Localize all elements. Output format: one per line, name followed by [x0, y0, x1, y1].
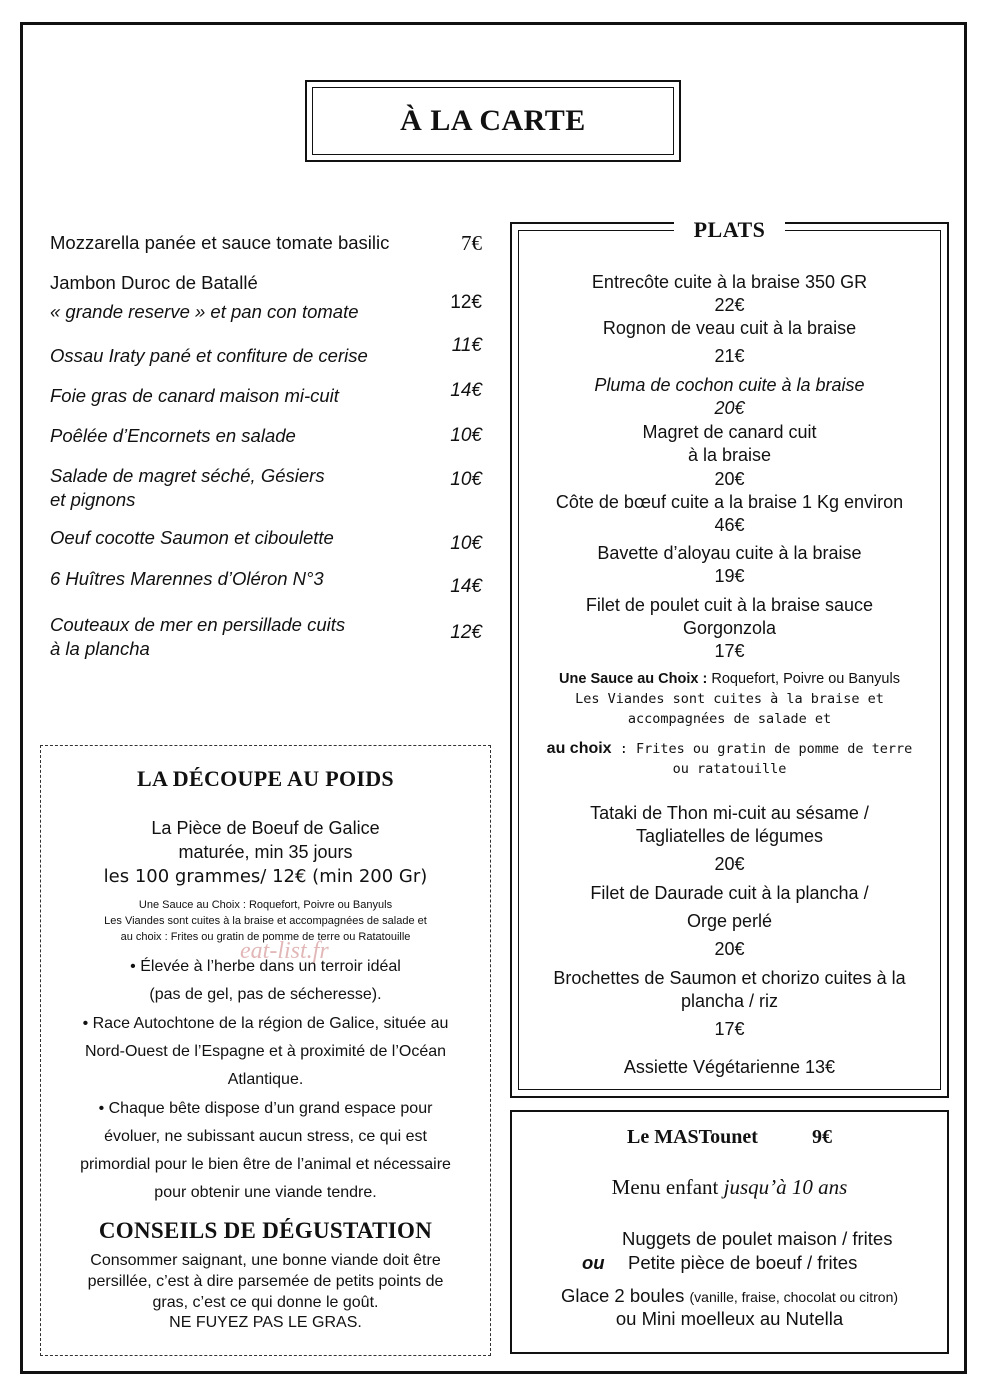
- decoupe-bullet: • Race Autochtone de la région de Galice, située au: [82, 1015, 449, 1032]
- decoupe-heading: LA DÉCOUPE AU POIDS: [137, 766, 394, 791]
- watermark: eat-list.fr: [240, 938, 329, 964]
- menu-enfant: [512, 1176, 947, 1199]
- mastounet-dessert: [512, 1284, 947, 1309]
- plat-line: Tagliatelles de légumes: [635, 826, 824, 846]
- plats-heading: PLATS: [674, 217, 786, 242]
- plat-price: 19€: [714, 566, 745, 586]
- plat-price: 20€: [714, 469, 745, 489]
- choix-note: ou ratatouille: [672, 761, 787, 777]
- entree-name: Ossau Iraty pané et confiture de cerise: [50, 345, 368, 366]
- mastounet-dessert: ou Mini moelleux au Nutella: [615, 1308, 844, 1329]
- mastounet-item: Nuggets de poulet maison / frites: [622, 1228, 893, 1249]
- plats-box: [510, 217, 949, 1098]
- plat-price: 21€: [714, 346, 745, 366]
- mastounet-price: 9€: [812, 1126, 832, 1148]
- plat-line: Tataki de Thon mi-cuit au sésame /: [590, 803, 869, 823]
- conseils-line: persillée, c’est à dire parsemée de petits points de: [87, 1273, 444, 1290]
- plat-line: Rognon de veau cuit à la braise: [602, 318, 857, 338]
- decoupe-bullet: pour obtenir une viande tendre.: [154, 1184, 377, 1201]
- entree-name: Jambon Duroc de Batallé: [50, 272, 258, 293]
- entree-name: Couteaux de mer en persillade cuits: [50, 614, 346, 635]
- choix-label: au choix: [546, 740, 612, 757]
- entree-name-line2: et pignons: [50, 489, 136, 510]
- decoupe-bullet: • Chaque bête dispose d’un grand espace pour: [98, 1100, 433, 1117]
- plat-line: Magret de canard cuit: [642, 422, 817, 442]
- mastounet-ou: ou: [582, 1252, 605, 1273]
- viandes-note: accompagnées de salade et: [627, 711, 832, 727]
- decoupe-bullet: Nord-Ouest de l’Espagne et à proximité de l’Océan: [84, 1043, 447, 1060]
- conseils-line: gras, c’est ce qui donne le goût.: [152, 1294, 379, 1311]
- choix-text: : Frites ou gratin de pomme de terre: [611, 741, 913, 757]
- mastounet-box: [510, 1110, 949, 1354]
- decoupe-price: les 100 grammes/ 12€ (min 200 Gr): [103, 866, 428, 887]
- decoupe-line: maturée, min 35 jours: [178, 842, 353, 862]
- plat-line: Orge perlé: [686, 911, 773, 931]
- plat-line: Gorgonzola: [682, 618, 777, 638]
- decoupe-box: [40, 745, 491, 1356]
- decoupe-bullet: • Élevée à l’herbe dans un terroir idéal: [130, 958, 401, 975]
- plat-price: 46€: [714, 515, 745, 535]
- conseils-line: Consommer saignant, une bonne viande doit être: [90, 1252, 441, 1269]
- plat-line: plancha / riz: [680, 991, 779, 1011]
- plat-line: Entrecôte cuite à la braise 350 GR: [591, 272, 868, 292]
- menu-enfant-age: jusqu’à 10 ans: [723, 1175, 848, 1199]
- entree-name: Salade de magret séché, Gésiers: [50, 465, 325, 486]
- decoupe-line: La Pièce de Boeuf de Galice: [151, 818, 380, 838]
- plat-line: Pluma de cochon cuite à la braise: [594, 375, 865, 395]
- entree-name-line2: « grande reserve » et pan con tomate: [50, 301, 359, 322]
- plat-line: Assiette Végétarienne 13€: [623, 1057, 836, 1077]
- decoupe-bullet: évoluer, ne subissant aucun stress, ce qui est: [104, 1128, 427, 1145]
- entree-name: Oeuf cocotte Saumon et ciboulette: [50, 527, 334, 548]
- entree-price: 14€: [450, 576, 482, 597]
- decoupe-bullet: (pas de gel, pas de sécheresse).: [149, 986, 382, 1003]
- plats-inner: [518, 217, 941, 1090]
- entree-price: 12€: [450, 292, 482, 313]
- page-title: À LA CARTE: [312, 87, 674, 155]
- conseils-heading: CONSEILS DE DÉGUSTATION: [98, 1218, 433, 1243]
- plat-price: 22€: [714, 295, 745, 315]
- decoupe-small: Une Sauce au Choix : Roquefort, Poivre ou Banyuls: [138, 899, 393, 911]
- plat-line: Filet de poulet cuit à la braise sauce: [585, 595, 874, 615]
- entree-price: 11€: [451, 335, 482, 356]
- entree-price: 10€: [450, 469, 482, 490]
- menu-enfant-label: Menu enfant: [611, 1175, 724, 1199]
- plats-heading-wrap: [519, 217, 940, 243]
- glace-label: Glace 2 boules: [560, 1285, 690, 1306]
- sauce-label: Une Sauce au Choix :: [559, 671, 708, 687]
- entree-name: Mozzarella panée et sauce tomate basilic: [50, 232, 390, 253]
- plat-line: Brochettes de Saumon et chorizo cuites à la: [553, 968, 906, 988]
- plat-line: Côte de bœuf cuite a la braise 1 Kg environ: [555, 492, 904, 512]
- plat-line: Filet de Daurade cuit à la plancha /: [590, 883, 869, 903]
- plat-price: 20€: [714, 939, 745, 959]
- sauce-text: Roquefort, Poivre ou Banyuls: [707, 671, 900, 687]
- sauce-choice: [519, 669, 940, 689]
- mastounet-title: Le MASTounet: [627, 1126, 758, 1148]
- entree-price: 12€: [450, 622, 482, 643]
- entree-price: 10€: [450, 533, 482, 554]
- entree-name-line2: à la plancha: [50, 638, 150, 659]
- mastounet-item: Petite pièce de boeuf / frites: [628, 1252, 858, 1273]
- plat-line: à la braise: [687, 445, 772, 465]
- entree-name: Poêlée d’Encornets en salade: [50, 425, 296, 446]
- plat-line: Bavette d’aloyau cuite à la braise: [597, 543, 862, 563]
- glace-flavors: (vanille, fraise, chocolat ou citron): [689, 1289, 899, 1305]
- entree-price: 14€: [450, 380, 482, 401]
- entree-price: 10€: [450, 425, 482, 446]
- entree-name: Foie gras de canard maison mi-cuit: [50, 385, 339, 406]
- plat-price: 17€: [714, 1019, 745, 1039]
- conseils-line: NE FUYEZ PAS LE GRAS.: [169, 1314, 362, 1331]
- plat-price: 17€: [714, 641, 745, 661]
- decoupe-bullet: primordial pour le bien être de l’animal et nécessaire: [80, 1156, 451, 1173]
- decoupe-small: Les Viandes sont cuites à la braise et accompagnées de salade et: [104, 915, 427, 927]
- choix-note: [519, 739, 940, 759]
- entree-name: 6 Huîtres Marennes d’Oléron N°3: [50, 568, 324, 589]
- decoupe-bullet: Atlantique.: [227, 1071, 304, 1088]
- title-box: [305, 80, 681, 162]
- decoupe-small: au choix : Frites ou gratin de pomme de terre ou Ratatouille: [120, 931, 411, 943]
- entree-price: 7€: [461, 231, 482, 255]
- plat-price: 20€: [714, 398, 745, 418]
- plat-price: 20€: [714, 854, 745, 874]
- viandes-note: Les Viandes sont cuites à la braise et: [575, 691, 884, 707]
